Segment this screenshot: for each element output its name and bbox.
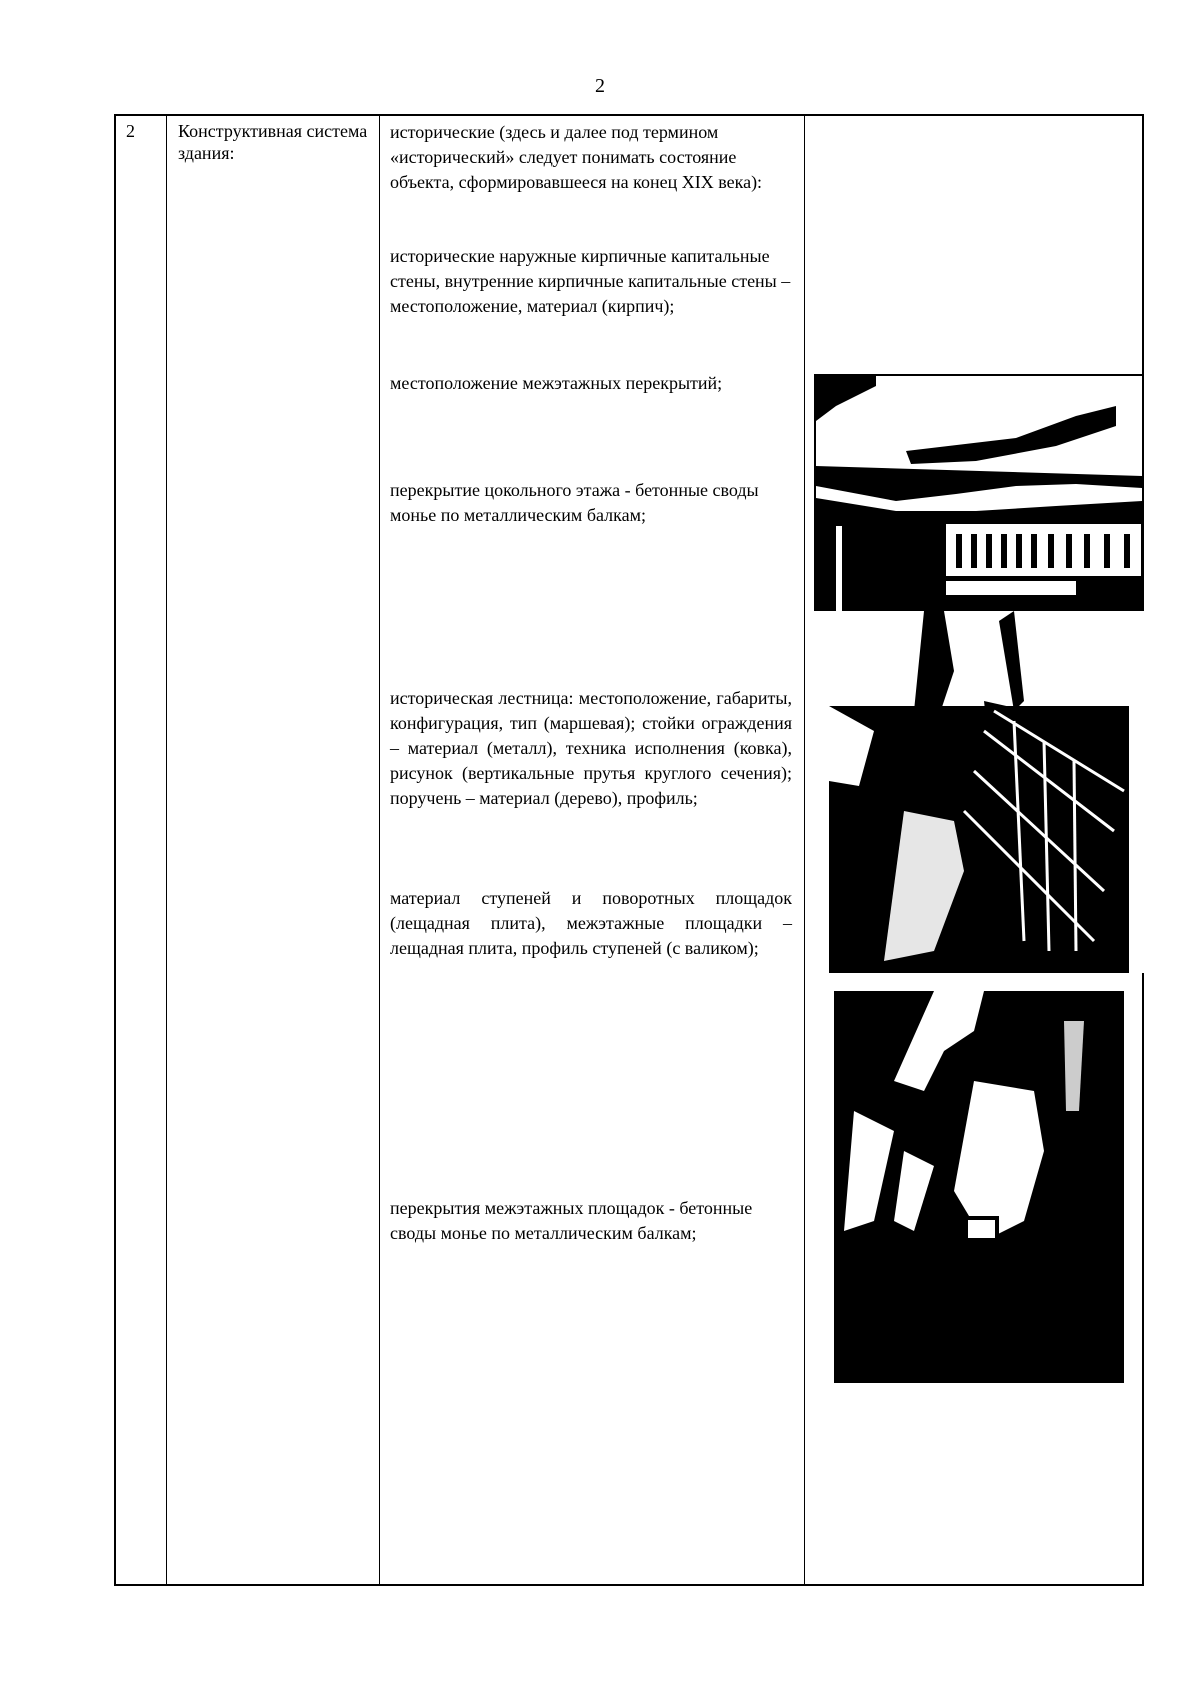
paragraph-basement-ceiling: перекрытие цокольного этажа - бетонные своды монье по металлическим балкам; xyxy=(390,480,759,525)
column-divider-3 xyxy=(804,116,805,1584)
paragraph-historical-definition: исторические (здесь и далее под термином «исторический» следует понимать состояние объекта, сформировавшееся на конец XIX века): xyxy=(390,122,763,192)
basement-ceiling-photo xyxy=(814,374,1144,624)
row-label: Конструктивная система здания: xyxy=(178,121,368,163)
paragraph-historic-staircase: историческая лестница: местоположение, габариты, конфигурация, тип (маршевая); стойки ограждения – материал (металл), техника исполнения (ковка), рисунок (вертикальные прутья круглого сечения); поручень – материал (дерево), профиль; xyxy=(390,688,792,808)
staircase-photo xyxy=(814,611,1144,973)
row-number: 2 xyxy=(126,121,135,141)
paragraph-landing-ceilings: перекрытия межэтажных площадок - бетонные своды монье по металлическим балкам; xyxy=(390,1198,753,1243)
paragraph-floor-location: местоположение межэтажных перекрытий; xyxy=(390,373,723,393)
column-divider-2 xyxy=(379,116,380,1584)
paragraph-step-material: материал ступеней и поворотных площадок (лещадная плита), межэтажные площадки – лещадная плита, профиль ступеней (с валиком); xyxy=(390,888,792,958)
features-table xyxy=(114,114,1144,1586)
column-divider-1 xyxy=(166,116,167,1584)
landing-ceiling-photo xyxy=(834,991,1124,1383)
paragraph-brick-walls: исторические наружные кирпичные капитальные стены, внутренние кирпичные капитальные стены – местоположение, материал (кирпич); xyxy=(390,246,791,316)
page-number: 2 xyxy=(595,75,605,97)
